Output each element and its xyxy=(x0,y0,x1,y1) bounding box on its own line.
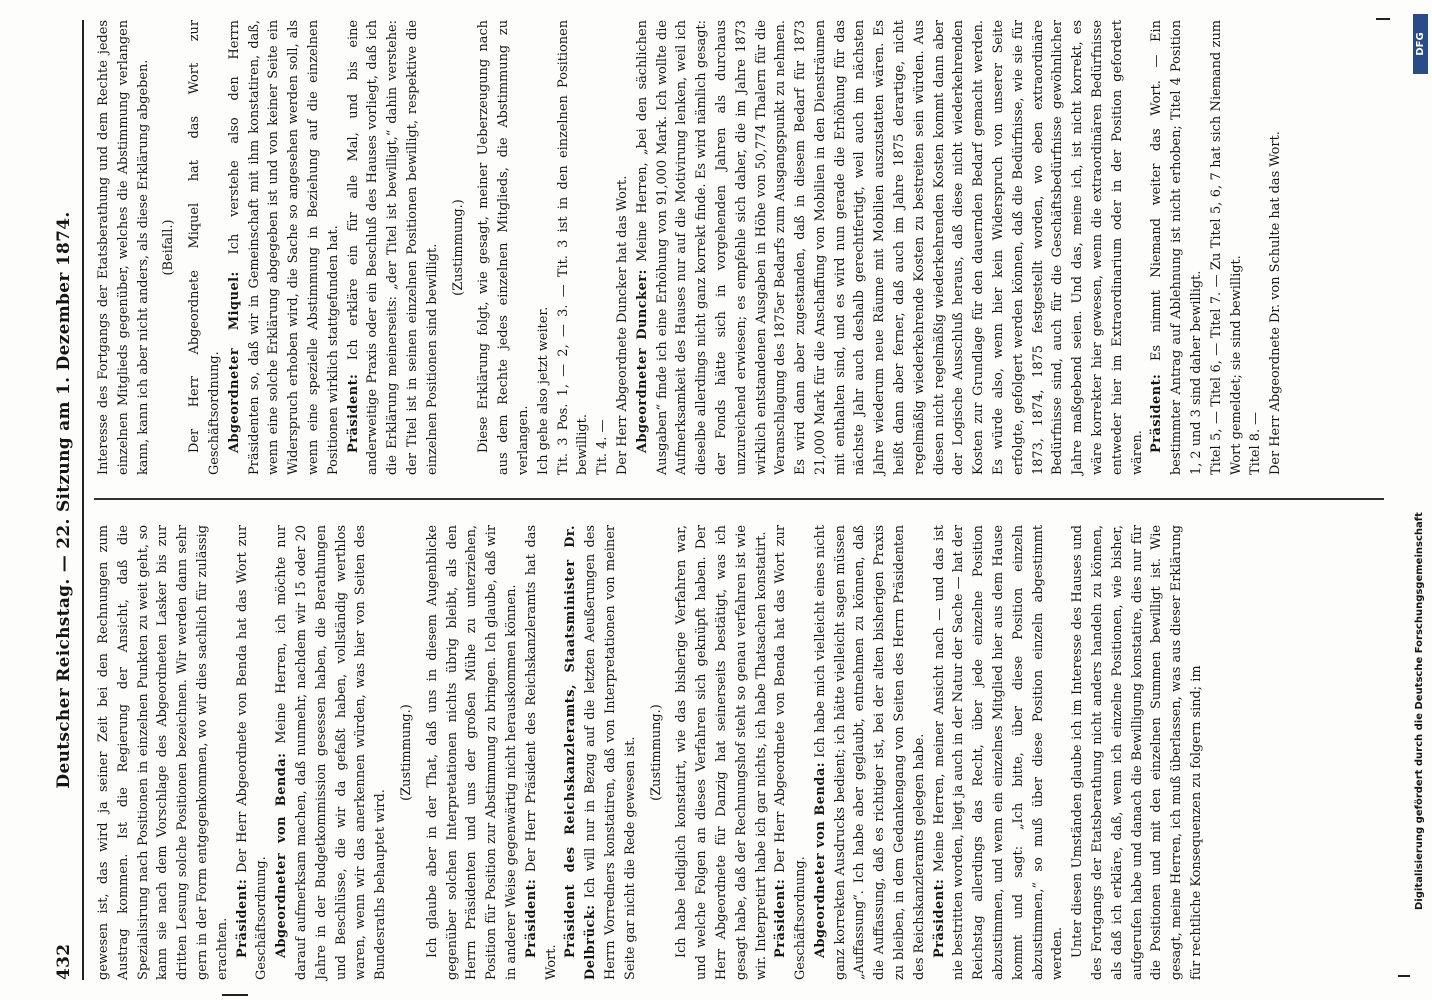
paragraph xyxy=(522,525,562,980)
paragraph-text: (Zustimmung.) xyxy=(450,199,466,296)
paragraph-text: Der Herr Abgeordnete Duncker hat das Wort. xyxy=(614,175,630,475)
rotated-page-content xyxy=(50,20,1410,980)
speaker-name: Abgeordneter von Benda: xyxy=(274,752,290,958)
dfg-logo-label: DFG xyxy=(1415,32,1426,56)
paragraph-text: Der Herr Präsident des Reichskanzleramts hat das Wort. xyxy=(523,525,559,980)
paragraph-text: Ich glaube aber in der That, daß uns in diesem Augenblicke gegenüber solchen Interpretationen nichts übrig bleibt, als den Herrn Präsidenten und uns der großen Mühe zu unterziehen, Position für Position zur Abstimmung zu bringen. Ich glaube, daß wir in anderer Weise gegenwärtig nicht herauskommen können. xyxy=(424,525,519,980)
paragraph xyxy=(672,525,771,980)
scan-speck xyxy=(222,994,248,996)
running-title: Deutscher Reichstag. — 22. Sitzung am 1. Dezember 1874. xyxy=(54,211,74,789)
speaker-name: Präsident: xyxy=(1149,373,1165,453)
paragraph-text: Ich habe mich vielleicht eines nicht ganz korrekten Ausdrucks bedient; ich hätte vielleicht sagen müssen „Auffassung“. Ich habe aber geglaubt, entnehmen zu können, daß die Auffassung, daß es richtiger ist, bei der alten bisherigen Praxis zu bleiben, in dem Gedankengang von Seiten des Herrn Präsidenten des Reichskanzleramts gelegen habe. xyxy=(812,525,927,980)
paragraph xyxy=(1207,20,1247,475)
digitization-note xyxy=(1413,90,1427,910)
paragraph xyxy=(1068,525,1207,980)
paragraph-text: Interesse des Fortgangs der Etatsberathung und dem Rechte jedes einzelnen Mitglieds gegenüber, welches die Abstimmung verlangen kann, kann ich aber nicht anders, als diese Erklärung abgeben. xyxy=(96,20,151,475)
paragraph-text: Diese Erklärung folgt, wie gesagt, meiner Ueberzeugung nach aus dem Rechte jedes einzelnen Mitglieds, die Abstimmung zu verlangen. xyxy=(476,20,531,475)
paragraph-text: Der Herr Abgeordnete von Benda hat das Wort zur Geschäftsordnung. xyxy=(773,525,809,980)
paragraph xyxy=(423,525,522,980)
paragraph xyxy=(561,525,640,980)
paragraph-text: Es nimmt Niemand weiter das Wort. — Ein bestimmter Antrag auf Ablehnung ist nicht erhoben; Titel 4 Position 1, 2 und 3 sind daher bewilligt. xyxy=(1149,20,1205,475)
paragraph-text: Ich erkläre ein für alle Mal, und bis eine anderweitige Praxis oder ein Beschluß des Hauses vorliegt, daß ich die Erklärung meinerseits: „der Titel ist bewilligt,“ dahin verstehe: der Titel ist in seinen einzelnen Positionen bewilligt, respektive die einzelnen Positionen sind bewilligt. xyxy=(345,20,440,475)
paragraph-text: (Zustimmung.) xyxy=(398,704,414,801)
speaker-name: Präsident: xyxy=(345,373,361,453)
paragraph xyxy=(225,20,344,475)
paragraph-text: Meine Herren, meiner Ansicht nach — und das ist nie bestritten worden, liegt ja auch in der Natur der Sache — hat der Reichstag allerdings das Recht, über jede einzelne Position abzustimmen, und wenn ein einzelnes Mitglied hier aus dem Hause kommt und sagt: „Ich bitte, über diese Position einzeln abzustimmen,“ so muß über diese Position einzeln abgestimmt werden. xyxy=(931,525,1066,980)
paragraph xyxy=(647,525,667,980)
paragraph-text: (Beifall.) xyxy=(161,219,177,276)
paragraph-text: Titel 8. — xyxy=(1248,411,1264,475)
paragraph-text: Tit. 3 Pos. 1, — 2, — 3. — Tit. 3 ist in den einzelnen Positionen bewilligt. xyxy=(555,20,591,475)
digitization-note-text: Digitalisierung gefördert durch die Deutsche Forschungsgemeinschaft xyxy=(1414,512,1425,910)
paragraph xyxy=(474,20,533,475)
paragraph xyxy=(811,525,930,980)
paragraph xyxy=(1147,20,1206,475)
paragraph xyxy=(534,20,554,475)
paragraph-text: Ich habe lediglich konstatirt, wie das bisherige Verfahren war, und welche Folgen an dieses Verfahren sich geknüpft haben. Der Herr Abgeordnete für Danzig hat seinerseits bestätigt, was ich gesagt habe, daß der Rechnungshof steht so genau verfahren ist wie wir. Interpretirt habe ich gar nichts, ich habe Thatsachen konstatirt. xyxy=(674,525,769,980)
speaker-name: Präsident: xyxy=(234,878,250,958)
paragraph xyxy=(633,20,1148,475)
paragraph-text: Der Herr Abgeordnete von Benda hat das Wort zur Geschäftsordnung. xyxy=(234,525,270,980)
speaker-name: Abgeordneter Duncker: xyxy=(634,269,650,453)
speaker-name: Abgeordneter Miquel: xyxy=(226,271,242,453)
paragraph xyxy=(554,20,594,475)
paragraph xyxy=(159,20,179,475)
speaker-name: Präsident: xyxy=(773,878,789,958)
paragraph-text: Ich gehe also jetzt weiter. xyxy=(535,306,551,475)
dfg-logo xyxy=(1413,14,1428,74)
paragraph xyxy=(233,525,273,980)
paragraph-text: Der Herr Abgeordnete Miquel hat das Wort zur Geschäftsordnung. xyxy=(187,20,222,475)
paragraph xyxy=(771,525,811,980)
paragraph xyxy=(94,20,153,475)
paragraph-text: Meine Herren, „bei den sächlichen Ausgaben“ finde ich eine Erhöhung von 91,000 Mark. Ich wollte die Aufmerksamkeit des Hauses nur auf die Motivirung lenken, weil ich dieselbe allerdings nicht ganz korrekt finde. Es wird nämlich gesagt: der Fonds hätte sich in vorgehenden Jahren als durchaus unzureichend erwiesen; es empfehle sich daher, die im Jahre 1873 wirklich entstandenen Ausgaben in Höhe von 50,774 Thalern für die Veranschlagung des 1875er Bedarfs zum Ausgangspunkt zu nehmen. Es wird dann aber zugestanden, daß in diesem Bedarf für 1873 21,000 Mark für die Anschaffung von Mobilien in den Diensträumen mit enthalten sind, und es wird nun gerade die Erhöhung für das nächste Jahr auch deshalb gerechtfertigt, weil auch im nächsten Jahre wiederum neue Räume mit Mobilien auszustatten wären. Es heißt dann aber ferner, daß auch im Jahre 1875 derartige, nicht regelmäßig wiederkehrende Kosten zu bestreiten sein würden. Aus diesen nicht regelmäßig wiederkehrenden Kosten kommt dann aber der Logische Ausschluß heraus, daß diese nicht wiederkehrenden Kosten zur Grundlage für den dauernden Bedarf gemacht werden. Es würde also, wenn hier kein Widerspruch von unserer Seite erfolgte, gefolgert werden können, daß die Bedürfnisse, wie sie für 1873, 1874, 1875 festgestellt worden, wo eben extraordinäre Bedürfnisse sind, auch für die Geschäftsbedürfnisse gewöhnlicher Jahre maßgebend seien. Und das, meine ich, ist nicht korrekt, es wäre korrekter hier gewesen, wenn die extraordinären Bedürfnisse entweder hier im Extraordinarium oder in der Position gefordert wären. xyxy=(634,20,1145,475)
paragraph-text: gewesen ist, das wird ja seiner Zeit bei den Rechnungen zum Austrag kommen. Ist die Regierung der Ansicht, daß die Spezialisirung nach Positionen in einzelnen Punkten zu weit geht, so kann sie nach dem Vorschlage des Abgeordneten Lasker bis zur dritten Lesung solche Positionen bezeichnen. Wir werden dann sehr gern in der Form entgegenkommen, wo wir dies sachlich für zulässig erachten. xyxy=(96,525,230,980)
paragraph xyxy=(1266,20,1286,475)
paragraph xyxy=(185,20,225,475)
text-column-right xyxy=(94,20,1286,475)
page-number: 432 xyxy=(54,943,74,980)
paragraph xyxy=(449,20,469,475)
paragraph-text: Ich will nur in Bezug auf die letzten Aeußerungen des Herrn Vorredners konstatiren, daß von Interpretationen von meiner Seite gar nicht die Rede gewesen ist. xyxy=(583,525,638,980)
paragraph xyxy=(344,20,443,475)
paragraph xyxy=(397,525,417,980)
paragraph-text: Titel 5, — Titel 6, — Titel 7. — Zu Titel 5, 6, 7 hat sich Niemand zum Wort gemeldet; sie sind bewilligt. xyxy=(1208,20,1244,475)
paragraph-text: Der Herr Abgeordnete Dr. von Schulte hat das Wort. xyxy=(1268,131,1284,475)
paragraph xyxy=(593,20,613,475)
speaker-name: Präsident: xyxy=(523,878,539,958)
paragraph xyxy=(94,525,233,980)
paragraph-text: Unter diesen Umständen glaube ich im Interesse des Hauses und des Fortgangs der Etatsberathung nicht anders handeln zu können, als daß ich erkläre, daß, wenn ich einzelne Positionen, wie bisher, aufgerufen habe und danach die Bewilligung konstatire, dies nur für die Positionen und mit den einzelnen Summen bewilligt ist. Wie gesagt, meine Herren, ich muß überlassen, was aus dieser Erklärung für rechtliche Konsequenzen zu folgern sind; im xyxy=(1070,525,1205,980)
column-divider xyxy=(94,499,1384,501)
text-column-left xyxy=(94,525,1207,980)
paragraph xyxy=(272,525,391,980)
paragraph xyxy=(930,525,1069,980)
paragraph-text: (Zustimmung.) xyxy=(648,704,664,801)
paragraph xyxy=(613,20,633,475)
paragraph-text: Meine Herren, ich möchte nur darauf aufmerksam machen, daß nunmehr, nachdem wir 15 oder 20 Jahre in der Budgetkommission gesessen haben, die Berathungen und Beschlüsse, die wir da gefaßt haben, vollständig werthlos waren, wenn wir das anerkennen würden, was hier von Seiten des Bundesraths behauptet wird. xyxy=(274,525,389,980)
paragraph-text: Tit. 4. — xyxy=(595,419,611,475)
paragraph-text: Ich verstehe also den Herrn Präsidenten so, daß wir in Gemeinschaft mit ihm konstatiren, daß, wenn eine solche Erklärung abgegeben ist und von keiner Seite ein Widerspruch erhoben wird, die Sache so angesehen werden soll, als wenn eine spezielle Abstimmung in Beziehung auf die einzelnen Positionen wirklich stattgefunden hat. xyxy=(226,20,341,475)
speaker-name: Präsident: xyxy=(931,878,947,958)
speaker-name: Abgeordneter von Benda: xyxy=(812,762,828,958)
page-header xyxy=(50,20,84,980)
speaker-name: Präsident des Reichskanzleramts, Staatsminister Dr. Delbrück: xyxy=(563,525,599,980)
paragraph xyxy=(1246,20,1266,475)
